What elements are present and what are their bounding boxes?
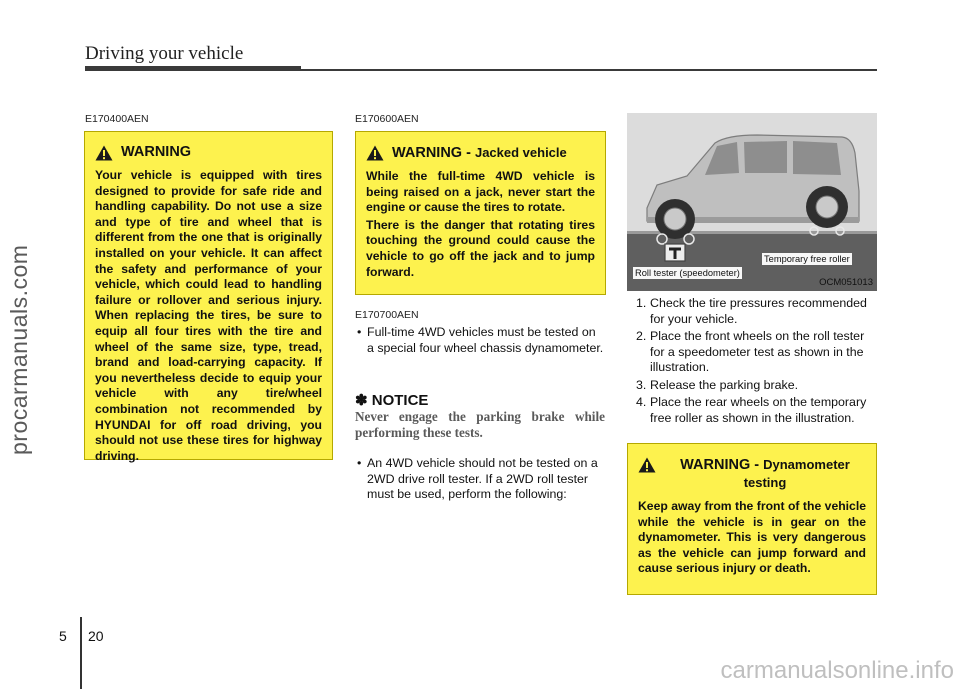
- dynamometer-illustration: [627, 113, 877, 291]
- section-code-3: E170700AEN: [355, 309, 419, 321]
- warning-title: WARNING - Jacked vehicle: [392, 145, 567, 161]
- list-item: 2. Place the front wheels on the roll tester for a speedometer test as shown in the illustration.: [636, 329, 865, 374]
- warning-box-dynamometer: [627, 443, 877, 595]
- warning-header: [366, 144, 595, 162]
- header-rule-thick: [85, 66, 301, 71]
- page-number: 20: [88, 628, 104, 644]
- header-rule-thin: [301, 69, 877, 71]
- bullet-full-time-4wd: • Full-time 4WD vehicles must be tested on a special four wheel chassis dynamometer.: [357, 325, 604, 355]
- section-title: Driving your vehicle: [85, 43, 244, 64]
- warning-header: [95, 144, 322, 161]
- steps-list: [636, 296, 878, 428]
- warning-header: [638, 456, 866, 492]
- list-item: 4. Place the rear wheels on the temporary free roller as shown in the illustration.: [636, 395, 867, 425]
- bottom-watermark: carmanualsonline.info: [720, 657, 954, 684]
- warning-triangle-icon: [95, 145, 113, 161]
- section-code-2: E170600AEN: [355, 113, 419, 125]
- warning-box-tires: [84, 131, 333, 463]
- label-roll-tester: Roll tester (speedometer): [635, 268, 740, 278]
- footer-divider: [80, 617, 82, 689]
- figure-code: OCM051013: [819, 277, 873, 288]
- bullet-2wd-roll-tester: • An 4WD vehicle should not be tested on a 2WD drive roll tester. If a 2WD roll tester must be used, perform the following:: [357, 456, 598, 501]
- warning-triangle-icon: [366, 145, 384, 161]
- list-item: 3. Release the parking brake.: [636, 377, 799, 392]
- warning-body: Keep away from the front of the vehicle while the vehicle is in gear on the dynamometer. This is very dangerous as the vehicle can jump forward and cause serious injury or death.: [638, 499, 866, 576]
- warning-body: Your vehicle is equipped with tires designed to provide for safe ride and handling capability. Do not use a size and type of tire and wheel that is different from the one that is originally installed on your vehicle. It can affect the safety and performance of your vehicle, which could lead to handling failure or rollover and serious injury. When replacing the tires, be sure to equip all four tires with the tire and wheel of the same size, type, tread, brand and load-carrying capacity. If you nevertheless decide to equip your vehicle with any tire/wheel combination not recommended by HYUNDAI for off road driving, you should not use these tires for highway driving.: [95, 168, 322, 463]
- warning-box-jacked: [355, 131, 606, 295]
- section-number: 5: [59, 628, 67, 644]
- warning-triangle-icon: [638, 457, 656, 473]
- warning-body: While the full-time 4WD vehicle is being raised on a jack, never start the engine or cause the tires to rotate. There is the danger that rotating tires touching the ground could cause the vehicle to go off the jack and to jump forward.: [366, 169, 595, 279]
- warning-title: WARNING - Dynamometer testing: [680, 457, 850, 490]
- notice-body: Never engage the parking brake while performing these tests.: [355, 409, 605, 440]
- label-temporary-free-roller: Temporary free roller: [764, 254, 850, 264]
- warning-title: WARNING: [121, 144, 192, 160]
- side-watermark: procarmanuals.com: [6, 244, 32, 456]
- section-code-1: E170400AEN: [85, 113, 149, 125]
- list-item: 1. Check the tire pressures recommended for your vehicle.: [636, 296, 867, 326]
- notice-title: ✽ NOTICE: [355, 392, 429, 409]
